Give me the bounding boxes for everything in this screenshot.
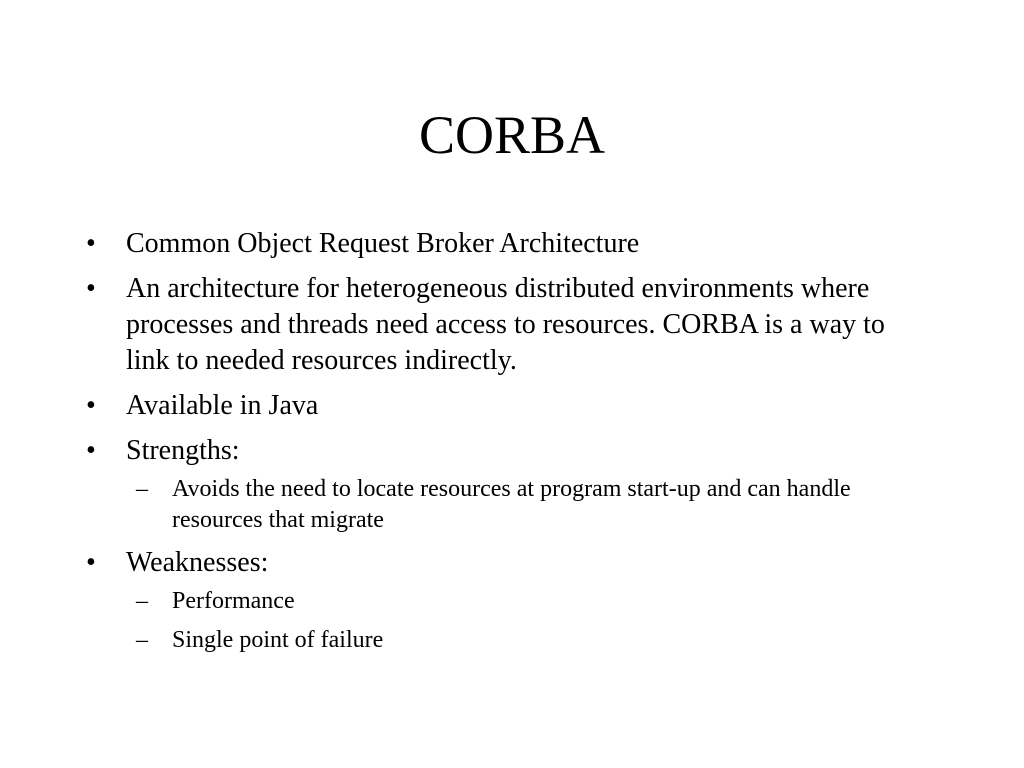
dash-icon: – bbox=[136, 588, 148, 614]
bullet-icon: • bbox=[86, 228, 96, 259]
dash-icon: – bbox=[136, 476, 148, 502]
bullet-text: An architecture for heterogeneous distributed environments where processes and threads need access to resources. CORBA is a way to link to needed resources indirectly. bbox=[126, 273, 885, 376]
bullet-text: Common Object Request Broker Architecture bbox=[126, 228, 640, 259]
bullet-item bbox=[86, 433, 926, 536]
bullet-item bbox=[86, 388, 926, 424]
sub-bullet-text: Avoids the need to locate resources at program start-up and can handle resources that migrate bbox=[172, 476, 851, 533]
bullet-text: Available in Java bbox=[126, 390, 319, 421]
dash-icon: – bbox=[136, 627, 148, 653]
bullet-text: Strengths: bbox=[126, 435, 240, 466]
bullet-item bbox=[86, 545, 926, 656]
sub-bullet-item bbox=[126, 474, 926, 536]
sub-bullet-item bbox=[126, 625, 926, 656]
bullet-list bbox=[86, 226, 926, 665]
bullet-icon: • bbox=[86, 390, 96, 421]
bullet-text: Weaknesses: bbox=[126, 547, 269, 578]
sub-bullet-text: Performance bbox=[172, 588, 295, 614]
sub-bullet-list bbox=[126, 586, 926, 656]
bullet-item bbox=[86, 226, 926, 262]
sub-bullet-text: Single point of failure bbox=[172, 627, 384, 653]
bullet-icon: • bbox=[86, 273, 96, 304]
bullet-item bbox=[86, 271, 926, 379]
bullet-icon: • bbox=[86, 547, 96, 578]
bullet-icon: • bbox=[86, 435, 96, 466]
sub-bullet-item bbox=[126, 586, 926, 617]
sub-bullet-list bbox=[126, 474, 926, 536]
slide-title: CORBA bbox=[418, 105, 606, 165]
